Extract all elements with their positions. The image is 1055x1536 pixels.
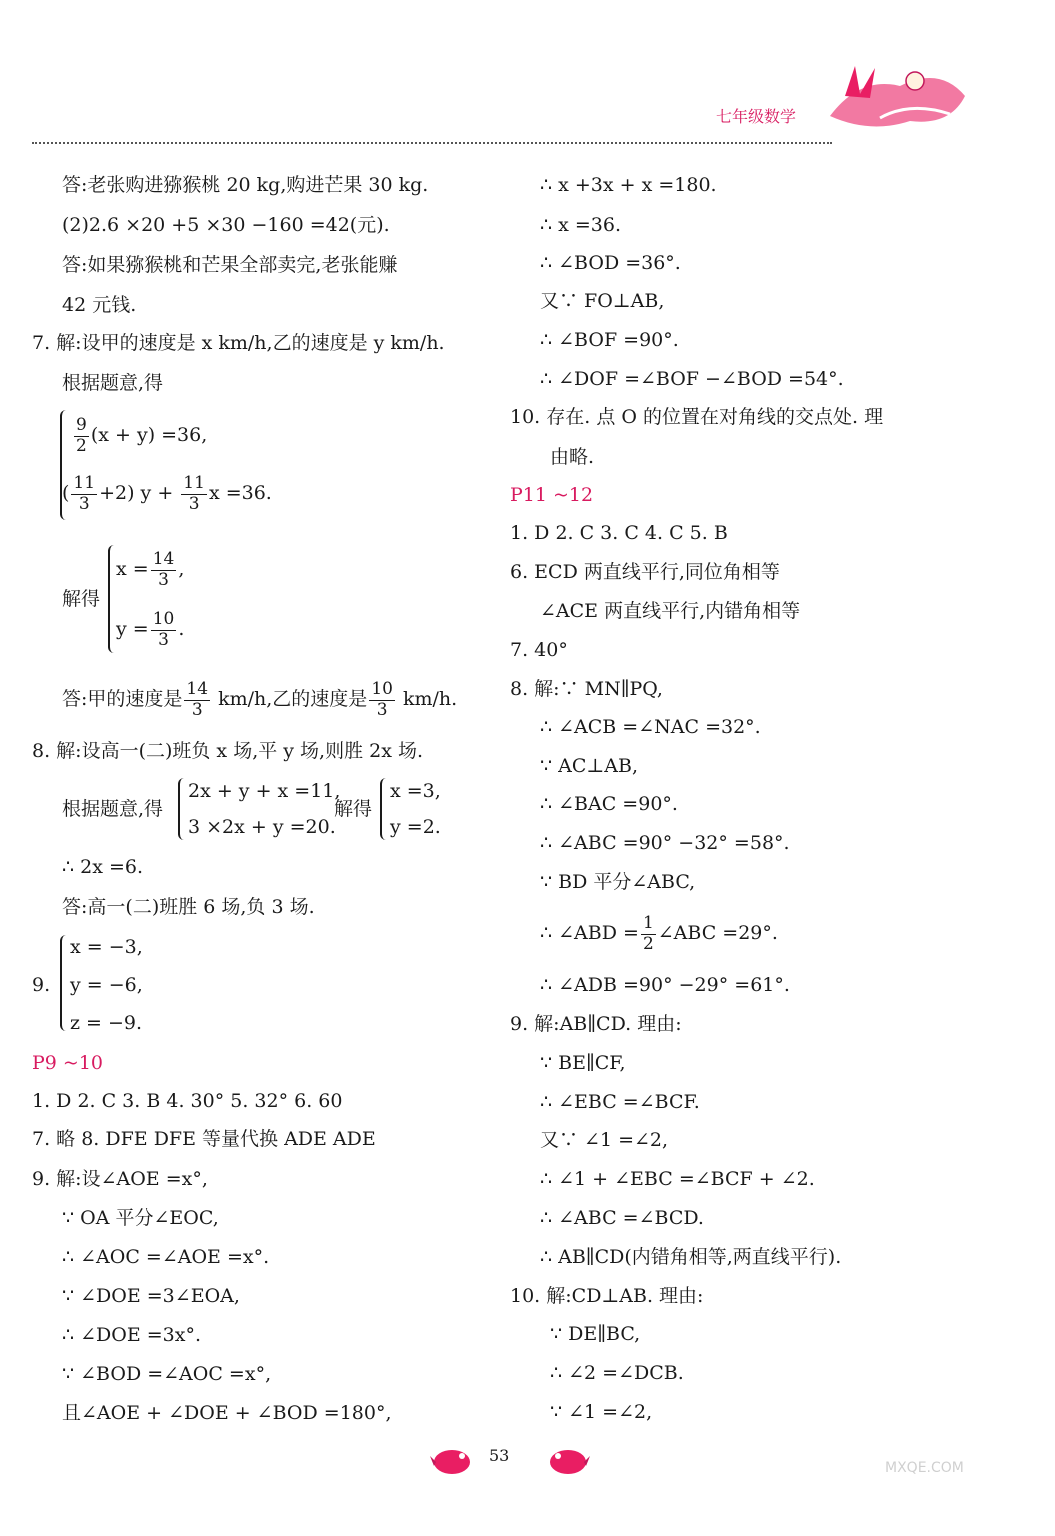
text-line: 又∵ FO⊥AB, <box>540 290 665 312</box>
text-line: ∠ACE 两直线平行,内错角相等 <box>540 600 801 622</box>
text-line: ∵ BE∥CF, <box>540 1052 626 1074</box>
text-line: 根据题意,得 <box>62 372 164 394</box>
text-line: ∴ ∠ADB =90° −29° =61°. <box>540 974 790 996</box>
text-line: ∴ ∠2 =∠DCB. <box>550 1362 684 1384</box>
text-line: 由略. <box>550 446 595 468</box>
text-line: ∵ OA 平分∠EOC, <box>62 1207 219 1229</box>
equation-line: y =2. <box>390 816 441 838</box>
equation-line: ( $\frac{11}{3}$ +2) y + $\frac{11}{3}$ x =36. <box>62 473 272 514</box>
text-line: 1. D 2. C 3. B 4. 30° 5. 32° 6. 60 <box>32 1090 343 1112</box>
text-line: 答:老张购进猕猴桃 20 kg,购进芒果 30 kg. <box>62 174 429 196</box>
text-line: 8. 解:设高一(二)班负 x 场,平 y 场,则胜 2x 场. <box>32 740 424 762</box>
text-line: ∴ x =36. <box>540 214 622 236</box>
text-line: 7. 40° <box>510 639 568 661</box>
text-line: 解得 <box>334 798 373 820</box>
text-line: ∴ ∠DOE =3x°. <box>62 1324 202 1346</box>
text-line: 答:如果猕猴桃和芒果全部卖完,老张能赚 <box>62 254 398 276</box>
text-line: 9. 解:AB∥CD. 理由: <box>510 1013 682 1035</box>
text-line: 7. 略 8. DFE DFE 等量代换 ADE ADE <box>32 1128 376 1150</box>
answer-line: 答:甲的速度是 $\frac{14}{3}$ km/h,乙的速度是 $\frac{10}{3}$ km/h. <box>62 679 458 720</box>
text-line: ∴ ∠ACB =∠NAC =32°. <box>540 716 761 738</box>
fraction: $\frac{10}{3}$ <box>152 609 175 650</box>
text-line: ∴ ∠BOF =90°. <box>540 329 679 351</box>
text-line: ∵ ∠DOE =3∠EOA, <box>62 1285 240 1307</box>
equation-line: y = $\frac{10}{3}$ . <box>116 609 185 650</box>
text-line: ∵ DE∥BC, <box>550 1323 641 1345</box>
text-line: 9. <box>32 974 51 996</box>
text-line: ∵ ∠1 =∠2, <box>550 1401 653 1423</box>
text-line: 解得 <box>62 588 101 610</box>
fraction: $\frac{11}{3}$ <box>183 473 205 514</box>
text-line: 10. 存在. 点 O 的位置在对角线的交点处. 理 <box>510 406 884 428</box>
text-line: 10. 解:CD⊥AB. 理由: <box>510 1285 704 1307</box>
text-line: ∴ AB∥CD(内错角相等,两直线平行). <box>540 1246 842 1268</box>
equation-line: x =3, <box>390 780 441 802</box>
fraction: $\frac{14}{3}$ <box>186 679 209 720</box>
section-heading: P9 ~10 <box>32 1052 104 1074</box>
text-line: 7. 解:设甲的速度是 x km/h,乙的速度是 y km/h. <box>32 332 445 354</box>
header-subject-label: 七年级数学 <box>716 107 797 126</box>
text-line: 6. ECD 两直线平行,同位角相等 <box>510 561 780 583</box>
text-line: ∵ BD 平分∠ABC, <box>540 871 696 893</box>
equation-line: x = $\frac{14}{3}$ , <box>116 549 185 590</box>
text-line: ∵ AC⊥AB, <box>540 755 638 777</box>
text-line: ∴ 2x =6. <box>62 856 144 878</box>
text-line: ∴ ∠DOF =∠BOF −∠BOD =54°. <box>540 368 844 390</box>
equation-brace <box>60 935 70 1031</box>
text-line: ∵ ∠BOD =∠AOC =x°, <box>62 1363 272 1385</box>
page-number: 53 <box>489 1446 510 1465</box>
text-line: 又∵ ∠1 =∠2, <box>540 1129 669 1151</box>
text-line: 8. 解:∵ MN∥PQ, <box>510 678 663 700</box>
equation-line: x = −3, <box>70 936 143 958</box>
text-line: 9. 解:设∠AOE =x°, <box>32 1168 208 1190</box>
fraction: $\frac{10}{3}$ <box>371 679 393 720</box>
equation-line: y = −6, <box>70 974 143 996</box>
text-line: 根据题意,得 <box>62 798 164 820</box>
text-line: ∴ ∠BAC =90°. <box>540 793 678 815</box>
equation-line: $\frac{9}{2}$ (x + y) =36, <box>76 415 208 456</box>
text-line: ∴ ∠AOC =∠AOE =x°. <box>62 1246 270 1268</box>
equation-line: ∴ ∠ABD = $\frac{1}{2}$ ∠ABC =29°. <box>540 913 778 954</box>
text-line: ∴ ∠ABC =∠BCD. <box>540 1207 704 1229</box>
equation-line: 2x + y + x =11, <box>188 780 341 802</box>
equation-line: 3 ×2x + y =20. <box>188 816 336 838</box>
section-heading: P11 ~12 <box>510 484 594 506</box>
fraction: $\frac{11}{3}$ <box>73 473 96 514</box>
text-line: ∴ ∠BOD =36°. <box>540 252 681 274</box>
text-line: ∴ ∠EBC =∠BCF. <box>540 1091 700 1113</box>
fraction: $\frac{9}{2}$ <box>76 415 87 456</box>
header-divider <box>32 142 832 144</box>
fraction: $\frac{14}{3}$ <box>152 549 175 590</box>
footer-bird-decoration <box>430 1440 590 1480</box>
text-line: 42 元钱. <box>62 294 137 316</box>
header-decoration-illustration <box>820 56 970 136</box>
equation-line: z = −9. <box>70 1012 143 1034</box>
fraction: $\frac{1}{2}$ <box>642 913 654 954</box>
text-line: ∴ ∠1 + ∠EBC =∠BCF + ∠2. <box>540 1168 815 1190</box>
watermark: MXQE.COM <box>885 1460 964 1476</box>
text-line: 答:高一(二)班胜 6 场,负 3 场. <box>62 896 315 918</box>
equation-brace <box>380 778 390 840</box>
text-line: ∴ ∠ABC =90° −32° =58°. <box>540 832 790 854</box>
text-line: ∴ x +3x + x =180. <box>540 174 717 196</box>
text-line: 且∠AOE + ∠DOE + ∠BOD =180°, <box>62 1402 392 1424</box>
text-line: (2)2.6 ×20 +5 ×30 −160 =42(元). <box>62 214 390 236</box>
equation-brace <box>178 778 188 840</box>
text-line: 1. D 2. C 3. C 4. C 5. B <box>510 522 728 544</box>
